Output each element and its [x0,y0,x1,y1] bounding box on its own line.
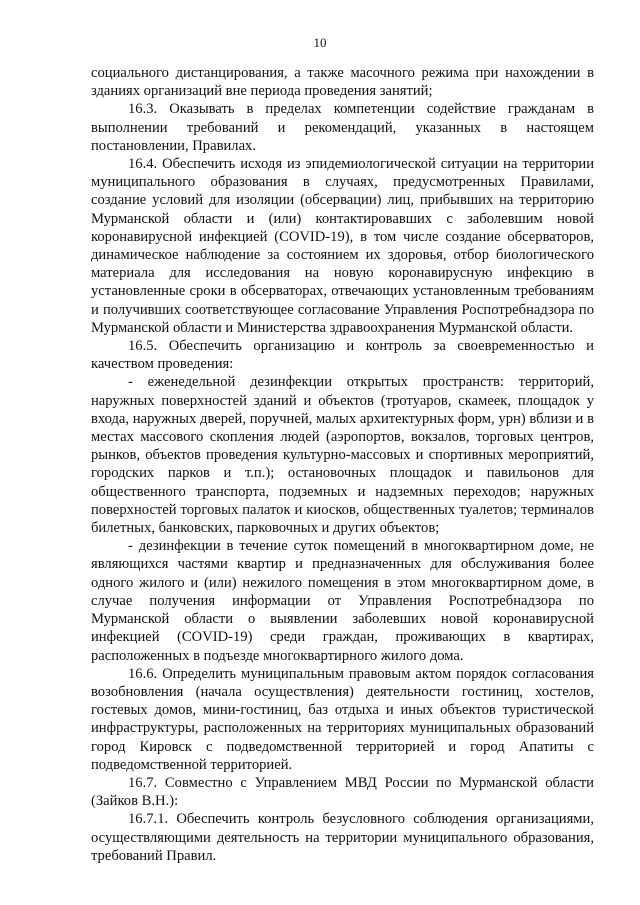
document-body [91,64,594,865]
paragraph-continuation: социального дистанцирования, а также масочного режима при нахождении в зданиях организаций вне периода проведения занятий; [91,65,594,100]
paragraph-16-5: 16.5. Обеспечить организацию и контроль за своевременностью и качеством проведения: [91,338,594,373]
paragraph-16-7-1: 16.7.1. Обеспечить контроль безусловного соблюдения организациями, осуществляющими деятельность на территории муниципального образования, требований Правил. [91,811,594,864]
page-number: 10 [313,35,327,50]
paragraph-16-3: 16.3. Оказывать в пределах компетенции содействие гражданам в выполнении требований и рекомендаций, указанных в настоящем постановлении, Правилах. [91,101,594,154]
paragraph-16-4: 16.4. Обеспечить исходя из эпидемиологической ситуации на территории муниципального образования в случаях, предусмотренных Правилами, создание условий для изоляции (обсервации) лиц, прибывших на территорию Мурманской области и (или) контактировавших с заболевшим новой коронавирусной инфекцией (COVID-19), в том числе создание обсерваторов, динамическое наблюдение за состоянием их здоровья, отбор биологического материала для исследования на новую коронавирусную инфекцию в установленные сроки в обсерваторах, отвечающих установленным требованиям и получивших соответствующее согласование Управления Роспотребнадзора по Мурманской области и Министерства здравоохранения Мурманской области. [91,156,594,336]
paragraph-16-5-item-a: - еженедельной дезинфекции открытых пространств: территорий, наружных поверхностей зданий и объектов (тротуаров, скамеек, площадок у входа, наружных дверей, поручней, малых архитектурных форм, урн) вблизи и в местах массового скопления людей (аэропортов, вокзалов, торговых центров, рынков, объектов проведения культурно-массовых и спортивных мероприятий, городских парков и т.п.); остановочных площадок и павильонов для общественного транспорта, подземных и надземных переходов; наружных поверхностей торговых палаток и киосков, общественных туалетов; терминалов билетных, банковских, парковочных и других объектов; [91,374,594,537]
paragraph-16-7: 16.7. Совместно с Управлением МВД России по Мурманской области (Зайков В.Н.): [91,774,594,810]
paragraph-16-5-item-b: - дезинфекции в течение суток помещений в многоквартирном доме, не являющихся частями квартир и предназначенных для обслуживания более одного жилого и (или) нежилого помещения в этом многоквартирном доме, в случае получения информации от Управления Роспотребнадзора по Мурманской области о выявлении заболевших новой коронавирусной инфекцией (COVID-19) среди граждан, проживающих в квартирах, расположенных в подъезде многоквартирного жилого дома. [91,538,594,664]
paragraph-16-6: 16.6. Определить муниципальным правовым актом порядок согласования возобновления (начала осуществления) деятельности гостиниц, хостелов, гостевых домов, мини-гостиниц, баз отдыха и иных объектов туристической инфраструктуры, расположенных на территориях муниципальных образований город Кировск с подведомственной территорией и город Апатиты с подведомственной территорией. [91,665,594,773]
